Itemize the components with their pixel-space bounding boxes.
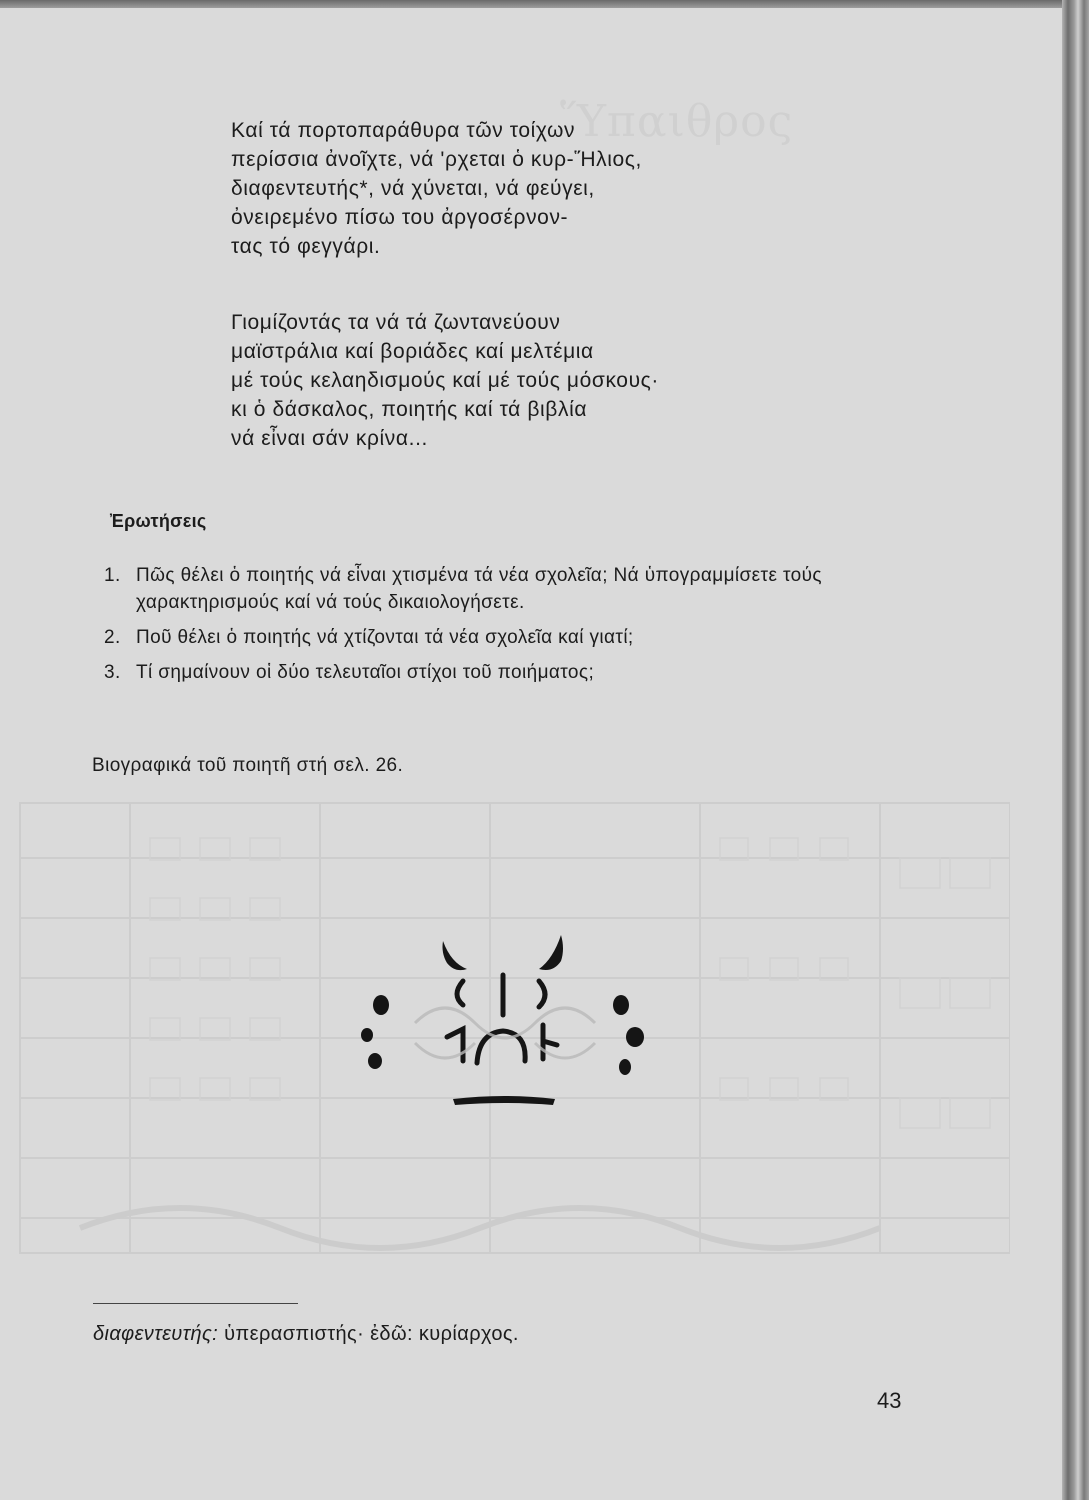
footnote bbox=[93, 1323, 519, 1346]
poem-line: μαϊστράλια καί βοριάδες καί μελτέμια bbox=[231, 340, 594, 363]
poem-line: Καί τά πορτοπαράθυρα τῶν τοίχων bbox=[231, 119, 576, 142]
question-number: 1. bbox=[104, 565, 121, 586]
poem-line: μέ τούς κελαηδισμούς καί μέ τούς μόσκους· bbox=[231, 369, 659, 392]
footnote-term: διαφεντευτής: bbox=[93, 1323, 219, 1345]
footnote-divider bbox=[93, 1303, 298, 1304]
bleed-through-title: Ὕπαιθρος bbox=[560, 96, 794, 147]
questions-list bbox=[104, 562, 954, 694]
poem-line: τας τό φεγγάρι. bbox=[231, 235, 381, 258]
poem-line: περίσσια ἀνοῖχτε, νά 'ρχεται ὁ κυρ-Ἥλιος, bbox=[231, 148, 642, 171]
question-text: Τί σημαίνουν οἱ δύο τελευταῖοι στίχοι τοῦ ποιήματος; bbox=[136, 662, 595, 683]
question-text: Ποῦ θέλει ὁ ποιητής νά χτίζονται τά νέα σχολεῖα καί γιατί; bbox=[136, 627, 634, 648]
poem-line: νά εἶναι σάν κρίνα... bbox=[231, 427, 428, 450]
question-item bbox=[104, 624, 954, 651]
book-spine-edge bbox=[1062, 0, 1089, 1500]
poem-line: Γιομίζοντάς τα νά τά ζωντανεύουν bbox=[231, 311, 561, 334]
poem-stanza-2 bbox=[231, 308, 659, 453]
poem-line: κι ὁ δάσκαλος, ποιητής καί τά βιβλία bbox=[231, 398, 588, 421]
question-item bbox=[104, 659, 954, 686]
poem-line: διαφεντευτής*, νά χύνεται, νά φεύγει, bbox=[231, 177, 595, 200]
page-number: 43 bbox=[877, 1388, 902, 1413]
question-number: 2. bbox=[104, 627, 121, 648]
questions-heading: Ἐρωτήσεις bbox=[110, 511, 207, 531]
question-number: 3. bbox=[104, 662, 121, 683]
footnote-definition: ὑπερασπιστής· ἐδῶ: κυρίαρχος. bbox=[218, 1323, 519, 1345]
book-page bbox=[0, 8, 1062, 1500]
question-text: Πῶς θέλει ὁ ποιητής νά εἶναι χτισμένα τά νέα σχολεῖα; Νά ὑπογραμμίσετε τούς χαρακτηρισμούς καί νά τούς δικαιολογήσετε. bbox=[136, 565, 822, 613]
poem-line: ὀνειρεμένο πίσω του ἀργοσέρνον- bbox=[231, 206, 569, 229]
question-item bbox=[104, 562, 954, 616]
poem-stanza-1 bbox=[231, 116, 642, 261]
decorative-ornament-icon bbox=[355, 933, 655, 1113]
biography-reference: Βιογραφικά τοῦ ποιητῆ στή σελ. 26. bbox=[92, 755, 404, 776]
book-top-edge bbox=[0, 0, 1062, 8]
